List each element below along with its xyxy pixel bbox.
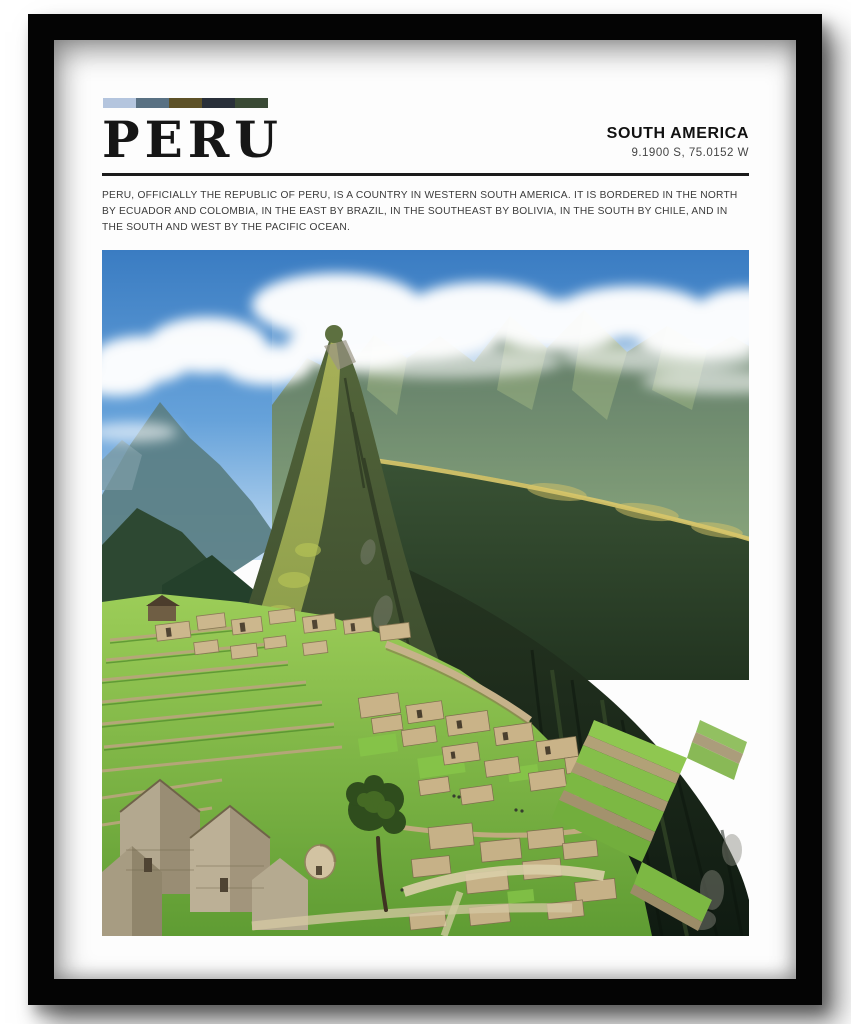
round-tower <box>305 845 335 879</box>
country-title: PERU <box>102 110 283 169</box>
country-description: PERU, OFFICIALLY THE REPUBLIC OF PERU, IS A COUNTRY IN WESTERN SOUTH AMERICA. IT IS BORDERED IN THE NORTH BY ECUADOR AND COLOMBIA, IN THE EAST BY BRAZIL, IN THE SOUTHEAST BY BOLIVIA, IN THE SOUTH BY CHILE, AND IN THE SOUTH AND WEST BY THE PACIFIC OCEAN. <box>102 190 738 233</box>
palette-swatch <box>136 98 169 108</box>
divider-rule <box>102 173 749 176</box>
palette-swatch <box>202 98 235 108</box>
palette-swatch <box>235 98 268 108</box>
poster-photo <box>102 250 749 936</box>
poster-matte <box>54 40 796 979</box>
region-block <box>607 125 749 162</box>
region-label: SOUTH AMERICA <box>606 125 749 142</box>
title-row <box>102 110 749 169</box>
palette-swatch <box>103 98 136 108</box>
palette-swatch <box>169 98 202 108</box>
poster-content <box>102 98 749 936</box>
palette-strip <box>103 98 268 108</box>
machu-picchu-illustration <box>102 250 749 936</box>
poster-frame <box>28 14 822 1005</box>
coordinates-label: 9.1900 S, 75.0152 W <box>631 147 749 159</box>
